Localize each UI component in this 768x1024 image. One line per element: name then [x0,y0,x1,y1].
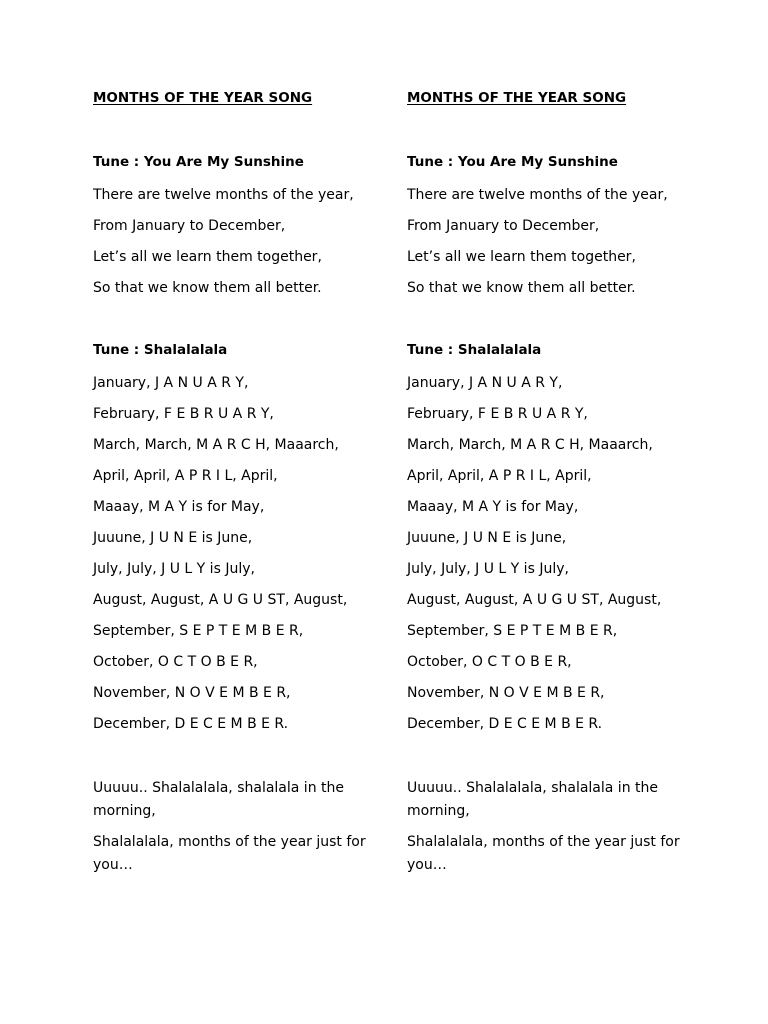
month-line: April, April, A P R I L, April, [407,468,592,484]
tune-heading-shalalalala: Tune : Shalalalala [93,342,228,358]
section-spacer [93,308,368,341]
tune-heading-shalalalala: Tune : Shalalalala [407,342,542,358]
section-spacer [407,308,682,341]
month-line: April, April, A P R I L, April, [93,468,278,484]
month-line: Maaay, M A Y is for May, [407,499,579,515]
month-line: September, S E P T E M B E R, [407,623,618,639]
month-line: September, S E P T E M B E R, [93,623,304,639]
section-spacer [93,744,368,777]
verse-line: Let’s all we learn them together, [407,249,636,265]
month-line: March, March, M A R C H, Maaarch, [93,437,339,453]
tune-heading-sunshine: Tune : You Are My Sunshine [93,154,304,170]
song-title: MONTHS OF THE YEAR SONG [407,90,627,106]
month-line: November, N O V E M B E R, [407,685,605,701]
song-column-left [93,89,368,885]
month-line: October, O C T O B E R, [407,654,572,670]
month-line: July, July, J U L Y is July, [93,561,255,577]
closing-line: Shalalalala, months of the year just for you… [407,834,680,873]
month-line: Juuune, J U N E is June, [93,530,253,546]
closing-line: Uuuuu.. Shalalalala, shalalala in the morning, [93,780,344,819]
song-column-right [407,89,682,885]
month-line: December, D E C E M B E R. [93,716,289,732]
month-line: July, July, J U L Y is July, [407,561,569,577]
verse-line: From January to December, [407,218,600,234]
month-line: August, August, A U G U ST, August, [407,592,662,608]
month-line: March, March, M A R C H, Maaarch, [407,437,653,453]
verse-line: There are twelve months of the year, [93,187,354,203]
month-line: January, J A N U A R Y, [93,375,249,391]
verse-line: Let’s all we learn them together, [93,249,322,265]
section-spacer [407,744,682,777]
month-line: Juuune, J U N E is June, [407,530,567,546]
month-line: Maaay, M A Y is for May, [93,499,265,515]
closing-line: Uuuuu.. Shalalalala, shalalala in the morning, [407,780,658,819]
month-line: December, D E C E M B E R. [407,716,603,732]
month-line: January, J A N U A R Y, [407,375,563,391]
verse-line: There are twelve months of the year, [407,187,668,203]
month-line: August, August, A U G U ST, August, [93,592,348,608]
month-line: February, F E B R U A R Y, [93,406,274,422]
month-line: November, N O V E M B E R, [93,685,291,701]
tune-heading-sunshine: Tune : You Are My Sunshine [407,154,618,170]
month-line: February, F E B R U A R Y, [407,406,588,422]
song-title: MONTHS OF THE YEAR SONG [93,90,313,106]
closing-line: Shalalalala, months of the year just for you… [93,834,366,873]
month-line: October, O C T O B E R, [93,654,258,670]
verse-line: So that we know them all better. [93,280,322,296]
verse-line: So that we know them all better. [407,280,636,296]
verse-line: From January to December, [93,218,286,234]
